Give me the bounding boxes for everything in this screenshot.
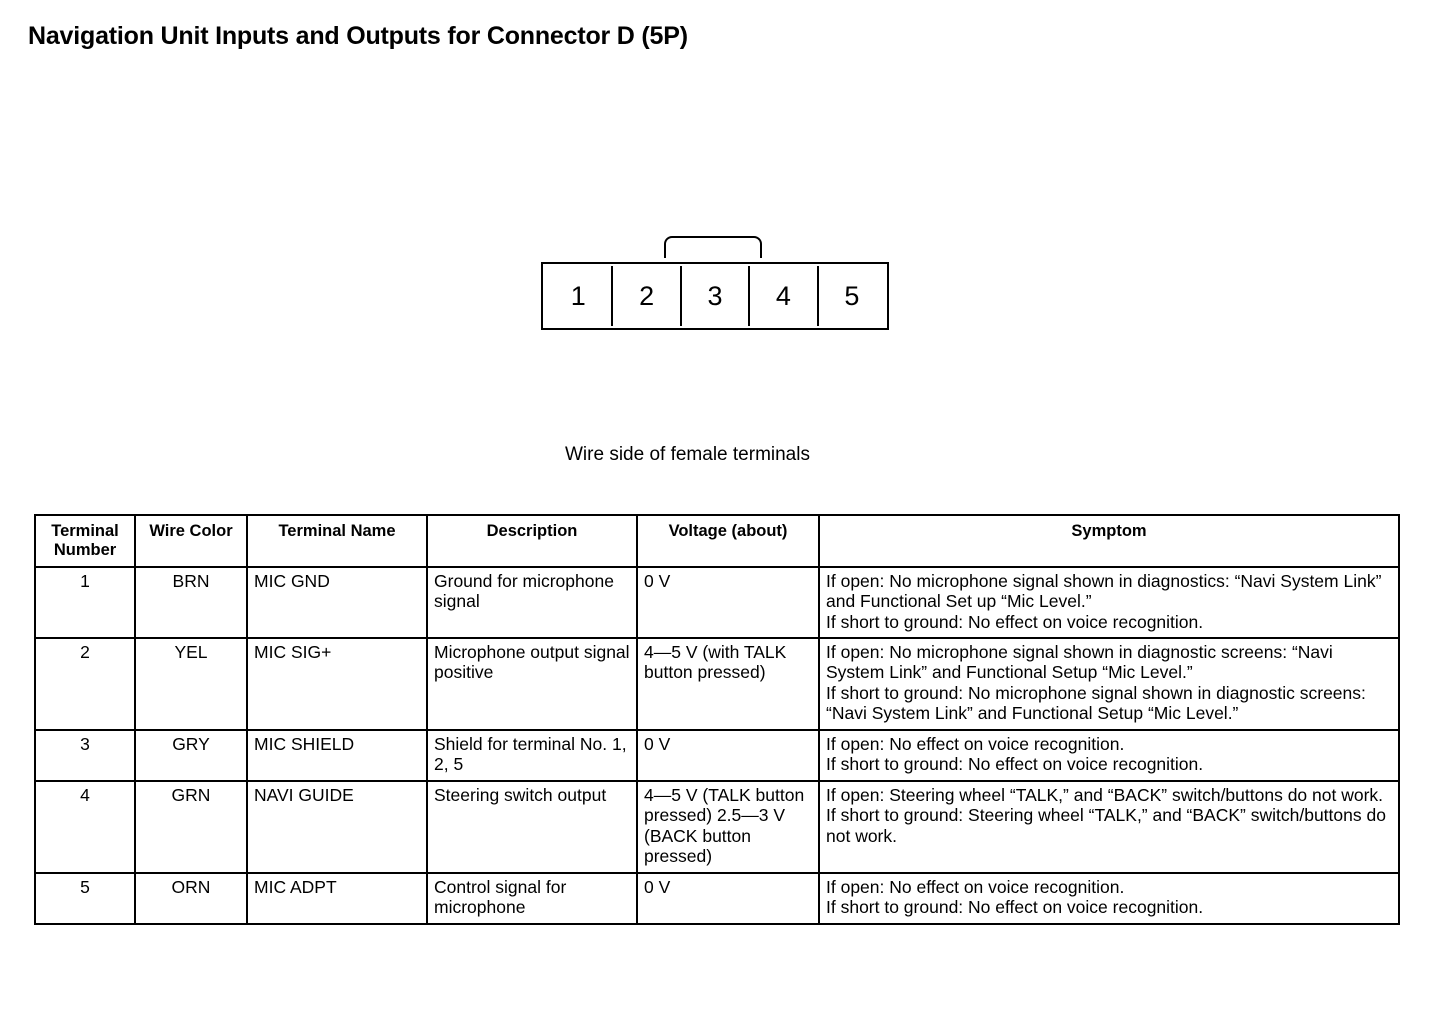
connector-pin-2: 2 — [613, 266, 681, 326]
table-row — [35, 781, 1399, 873]
cell-symptom — [819, 781, 1399, 873]
header-wire-color: Wire Color — [135, 515, 247, 567]
cell-wire-color: BRN — [135, 567, 247, 638]
cell-terminal-number: 4 — [35, 781, 135, 873]
symptom-short: If short to ground: No effect on voice recognition. — [826, 897, 1204, 918]
cell-terminal-number: 1 — [35, 567, 135, 638]
header-voltage: Voltage (about) — [637, 515, 819, 567]
symptom-short: If short to ground: No microphone signal shown in diagnostic screens: “Navi System Link” and Functional Setup “Mic Level.” — [826, 682, 1366, 724]
cell-voltage: 4—5 V (with TALK button pressed) — [637, 638, 819, 730]
cell-terminal-name: NAVI GUIDE — [247, 781, 427, 873]
connector-diagram — [541, 236, 893, 340]
table-row — [35, 567, 1399, 638]
cell-voltage: 0 V — [637, 873, 819, 924]
table-row — [35, 730, 1399, 781]
connector-caption: Wire side of female terminals — [565, 444, 810, 465]
table-row — [35, 873, 1399, 924]
header-description: Description — [427, 515, 637, 567]
header-terminal-number-line1: Terminal — [51, 522, 119, 540]
cell-wire-color: YEL — [135, 638, 247, 730]
connector-pin-5: 5 — [844, 280, 860, 311]
symptom-open: If open: No effect on voice recognition. — [826, 733, 1125, 754]
symptom-open: If open: No microphone signal shown in diagnostic screens: “Navi System Link” and Functional Setup “Mic Level.” — [826, 642, 1333, 683]
cell-symptom — [819, 638, 1399, 730]
symptom-open: If open: Steering wheel “TALK,” and “BACK” switch/buttons do not work. — [826, 784, 1384, 805]
page-title: Navigation Unit Inputs and Outputs for Connector D (5P) — [28, 22, 688, 50]
symptom-open: If open: No effect on voice recognition. — [826, 876, 1125, 897]
cell-voltage: 0 V — [637, 730, 819, 781]
cell-terminal-name: MIC SHIELD — [247, 730, 427, 781]
cell-wire-color: GRY — [135, 730, 247, 781]
symptom-open: If open: No microphone signal shown in diagnostics: “Navi System Link” and Functional Set up “Mic Level.” — [826, 570, 1382, 612]
cell-terminal-number: 2 — [35, 638, 135, 730]
cell-wire-color: ORN — [135, 873, 247, 924]
symptom-short: If short to ground: No effect on voice recognition. — [826, 754, 1204, 775]
connector-pin-3: 3 — [682, 266, 750, 326]
cell-symptom — [819, 873, 1399, 924]
cell-description: Shield for terminal No. 1, 2, 5 — [427, 730, 637, 781]
connector-pin-1: 1 — [545, 266, 613, 326]
cell-terminal-number: 3 — [35, 730, 135, 781]
header-terminal-name: Terminal Name — [247, 515, 427, 567]
symptom-short: If short to ground: Steering wheel “TALK,” and “BACK” switch/buttons do not work. — [826, 805, 1386, 846]
header-terminal-number-line2: Number — [53, 541, 117, 560]
cell-symptom — [819, 567, 1399, 638]
symptom-short: If short to ground: No effect on voice recognition. — [826, 611, 1204, 632]
cell-description: Steering switch output — [427, 781, 637, 873]
cell-terminal-name: MIC SIG+ — [247, 638, 427, 730]
header-symptom: Symptom — [819, 515, 1399, 567]
cell-voltage: 4—5 V (TALK button pressed) 2.5—3 V (BACK button pressed) — [637, 781, 819, 873]
connector-pin-4: 4 — [750, 266, 818, 326]
connector-pin-row — [545, 266, 885, 326]
cell-description: Control signal for microphone — [427, 873, 637, 924]
cell-terminal-name: MIC GND — [247, 567, 427, 638]
cell-description: Ground for microphone signal — [427, 567, 637, 638]
header-terminal-number — [35, 515, 135, 567]
cell-symptom — [819, 730, 1399, 781]
connector-tab — [664, 236, 762, 258]
cell-wire-color: GRN — [135, 781, 247, 873]
cell-voltage: 0 V — [637, 567, 819, 638]
cell-terminal-name: MIC ADPT — [247, 873, 427, 924]
pin-table — [34, 514, 1400, 925]
cell-description: Microphone output signal positive — [427, 638, 637, 730]
table-row — [35, 638, 1399, 730]
cell-terminal-number: 5 — [35, 873, 135, 924]
table-header-row — [35, 515, 1399, 567]
